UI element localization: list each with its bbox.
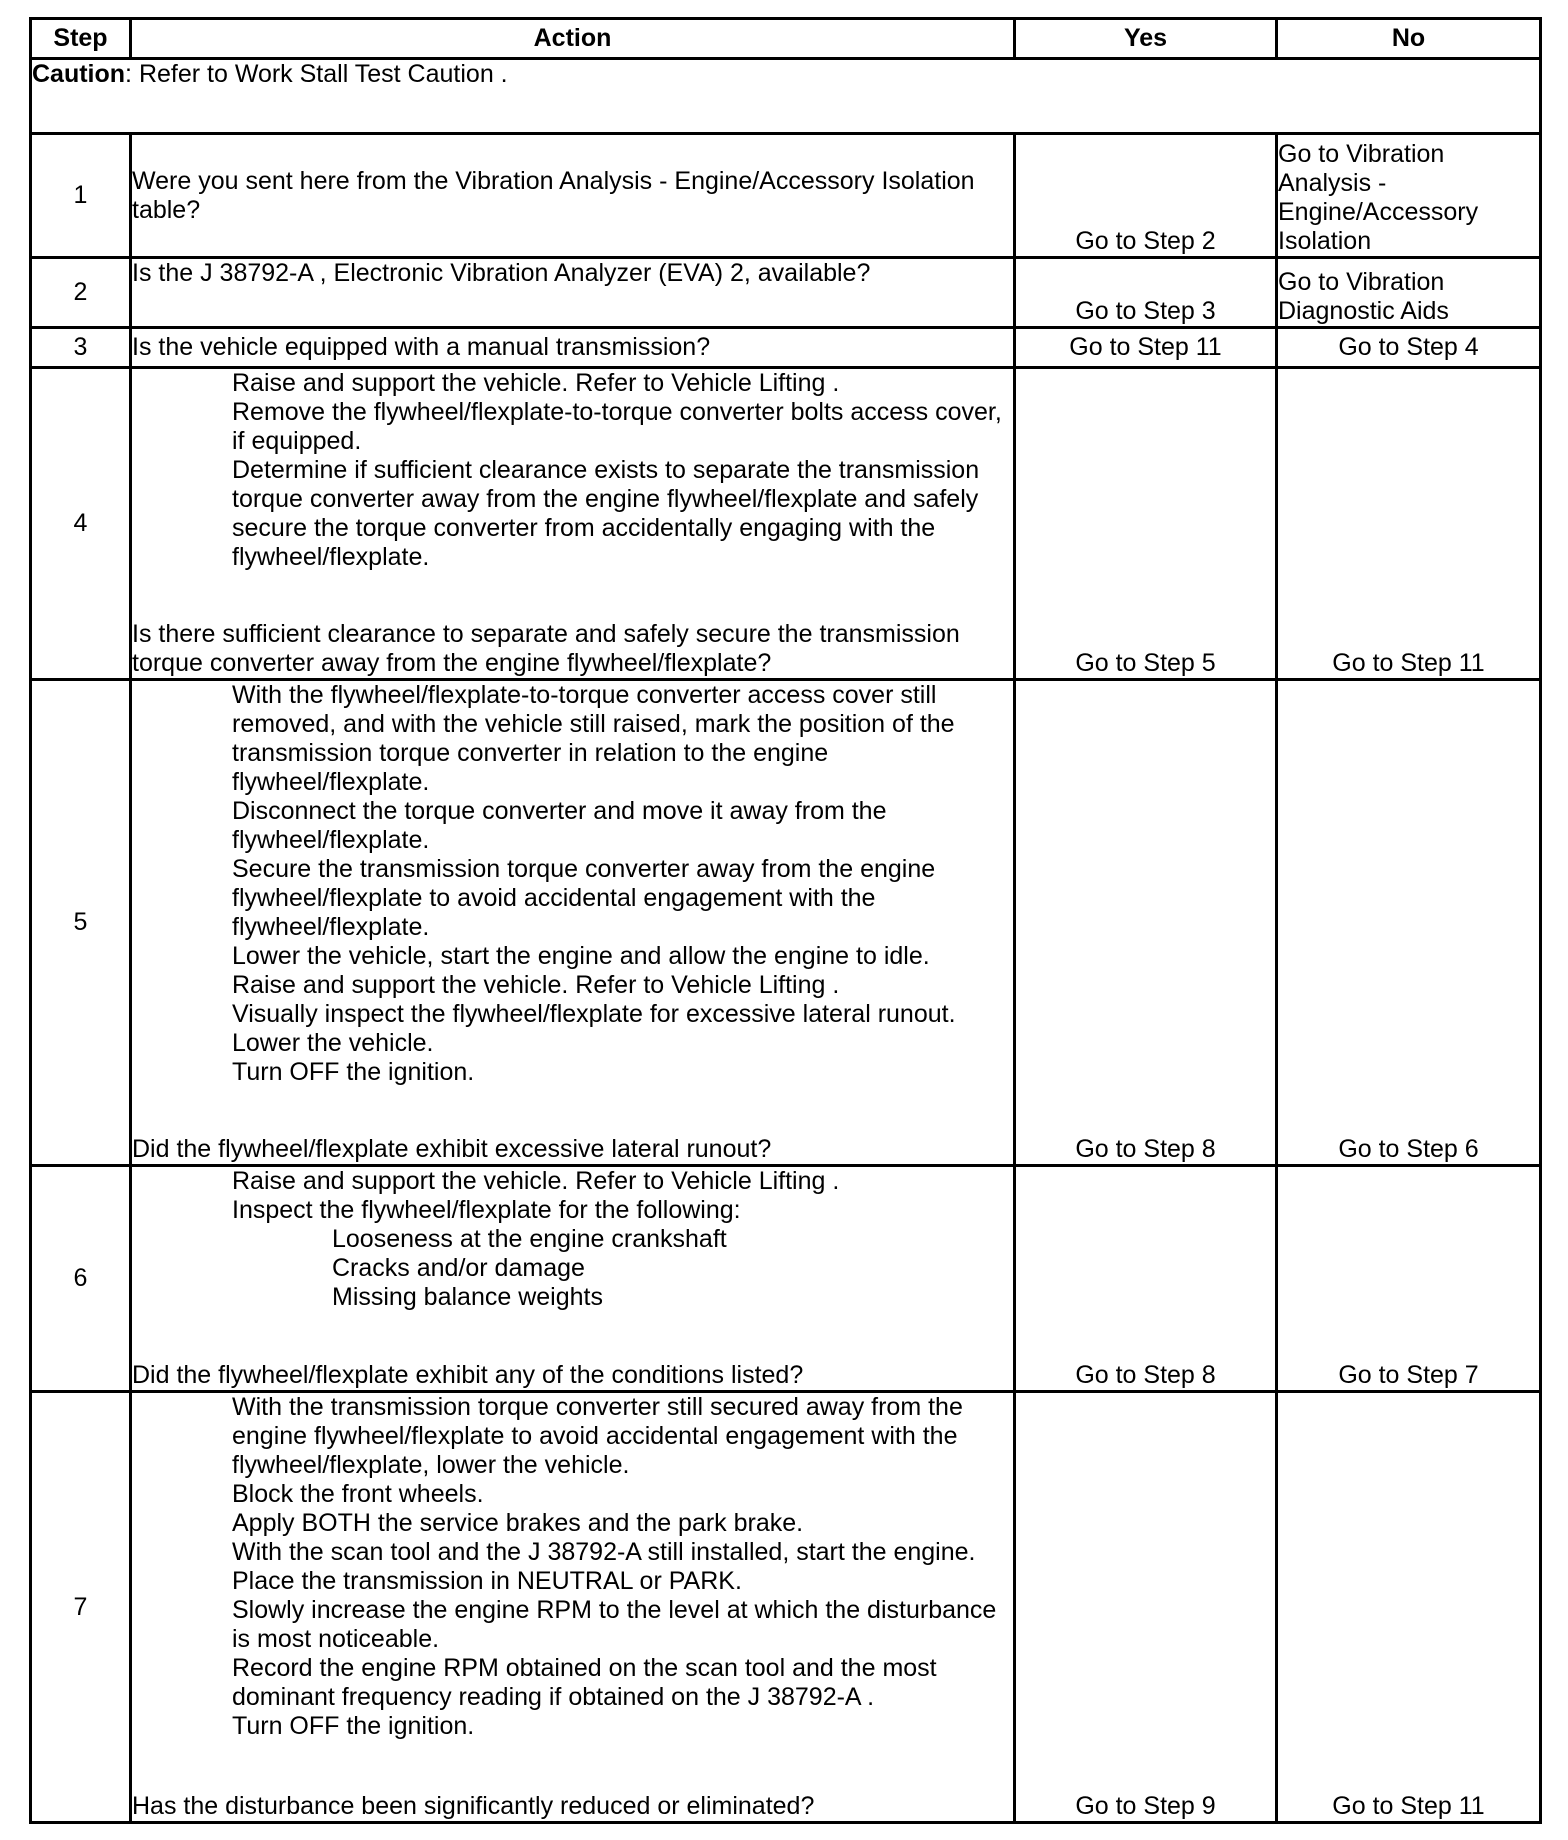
yes-result: Go to Step 9 [1015,1392,1277,1823]
procedure-step: Raise and support the vehicle. Refer to Vehicle Lifting . [232,369,840,398]
step-number: 3 [31,328,131,368]
table-row [31,679,1541,1166]
procedure-step: With the flywheel/flexplate-to-torque converter access cover still removed, and with the vehicle still raised, mark the position of the transmission torque converter in relation to the engine flywheel/flexplate. [232,680,955,796]
question-text: Did the flywheel/flexplate exhibit excessive lateral runout? [132,1135,772,1164]
table-row [31,258,1541,328]
question-text: Has the disturbance been significantly reduced or eliminated? [132,1792,815,1820]
caution-row [31,59,1541,134]
procedure-steps [132,369,1013,572]
action-cell [131,258,1015,328]
step-number: 1 [31,134,131,258]
header-row [31,19,1541,59]
procedure-steps [132,681,1013,1087]
question-text: Were you sent here from the Vibration Analysis - Engine/Accessory Isolation table? [132,166,975,224]
yes-result: Go to Step 2 [1015,134,1277,258]
no-result: Go to Step 4 [1277,328,1541,368]
yes-result: Go to Step 5 [1015,368,1277,679]
no-result: Go to Vibration Analysis - Engine/Accessory Isolation [1277,134,1541,258]
question-text: Is there sufficient clearance to separate and safely secure the transmission torque converter away from the engine flywheel/flexplate? [132,619,960,677]
no-result: Go to Step 11 [1277,1392,1541,1823]
procedure-substep: Looseness at the engine crankshaft [332,1225,727,1254]
header-step: Step [31,19,131,59]
action-cell [131,368,1015,679]
question-text: Is the vehicle equipped with a manual transmission? [132,333,711,362]
caution-cell [31,59,1541,134]
procedure-step: Turn OFF the ignition. [232,1057,475,1086]
step-number: 4 [31,368,131,679]
procedure-step: With the transmission torque converter still secured away from the engine flywheel/flexplate to avoid accidental engagement with the flywheel/flexplate, lower the vehicle. [232,1393,963,1480]
action-cell [131,679,1015,1166]
yes-result: Go to Step 8 [1015,679,1277,1166]
no-result: Go to Vibration Diagnostic Aids [1277,258,1541,328]
action-cell [131,328,1015,368]
procedure-steps [132,1167,1013,1312]
procedure-step: Raise and support the vehicle. Refer to Vehicle Lifting . [232,1167,840,1196]
procedure-step: Visually inspect the flywheel/flexplate for excessive lateral runout. [232,999,956,1028]
procedure-step: Disconnect the torque converter and move it away from the flywheel/flexplate. [232,796,887,854]
procedure-step: Record the engine RPM obtained on the scan tool and the most dominant frequency reading if obtained on the J 38792-A . [232,1654,937,1712]
caution-label: Caution [32,60,126,89]
diagnostic-table [29,17,1542,1824]
no-result: Go to Step 7 [1277,1166,1541,1392]
step-number: 7 [31,1392,131,1823]
header-no: No [1277,19,1541,59]
yes-result: Go to Step 3 [1015,258,1277,328]
header-action: Action [131,19,1015,59]
caution-text: : Refer to Work Stall Test Caution . [125,60,508,89]
procedure-substep: Missing balance weights [332,1283,603,1312]
question-text: Is the J 38792-A , Electronic Vibration Analyzer (EVA) 2, available? [132,259,871,288]
step-number: 2 [31,258,131,328]
no-result: Go to Step 11 [1277,368,1541,679]
procedure-step: Turn OFF the ignition. [232,1712,475,1741]
action-cell [131,134,1015,258]
action-cell [131,1166,1015,1392]
table-row [31,328,1541,368]
procedure-substep: Cracks and/or damage [332,1254,585,1283]
no-result: Go to Step 6 [1277,679,1541,1166]
procedure-step: Raise and support the vehicle. Refer to Vehicle Lifting . [232,970,840,999]
procedure-step: Lower the vehicle, start the engine and allow the engine to idle. [232,941,930,970]
table-row [31,1166,1541,1392]
table-row [31,134,1541,258]
question-text: Did the flywheel/flexplate exhibit any of the conditions listed? [132,1361,804,1390]
procedure-step: Determine if sufficient clearance exists to separate the transmission torque converter away from the engine flywheel/flexplate and safely secure the torque converter from accidentally engaging with the flywheel/flexplate. [232,456,980,572]
procedure-step: Block the front wheels. [232,1480,484,1509]
action-cell [131,1392,1015,1823]
procedure-step: Inspect the flywheel/flexplate for the following: [232,1196,741,1225]
procedure-step: Apply BOTH the service brakes and the park brake. [232,1509,804,1538]
table-row [31,1392,1541,1823]
yes-result: Go to Step 8 [1015,1166,1277,1392]
procedure-step: Lower the vehicle. [232,1028,434,1057]
yes-result: Go to Step 11 [1015,328,1277,368]
procedure-step: Remove the flywheel/flexplate-to-torque converter bolts access cover, if equipped. [232,398,1002,456]
step-number: 6 [31,1166,131,1392]
diagnostic-table-sheet [29,17,1539,1824]
header-yes: Yes [1015,19,1277,59]
procedure-step: Place the transmission in NEUTRAL or PARK. [232,1567,742,1596]
procedure-step: Secure the transmission torque converter away from the engine flywheel/flexplate to avoid accidental engagement with the flywheel/flexplate. [232,854,936,941]
step-number: 5 [31,679,131,1166]
table-row [31,368,1541,679]
procedure-step: With the scan tool and the J 38792-A still installed, start the engine. [232,1538,976,1567]
procedure-steps [132,1393,1013,1741]
procedure-step: Slowly increase the engine RPM to the level at which the disturbance is most noticeable. [232,1596,997,1654]
